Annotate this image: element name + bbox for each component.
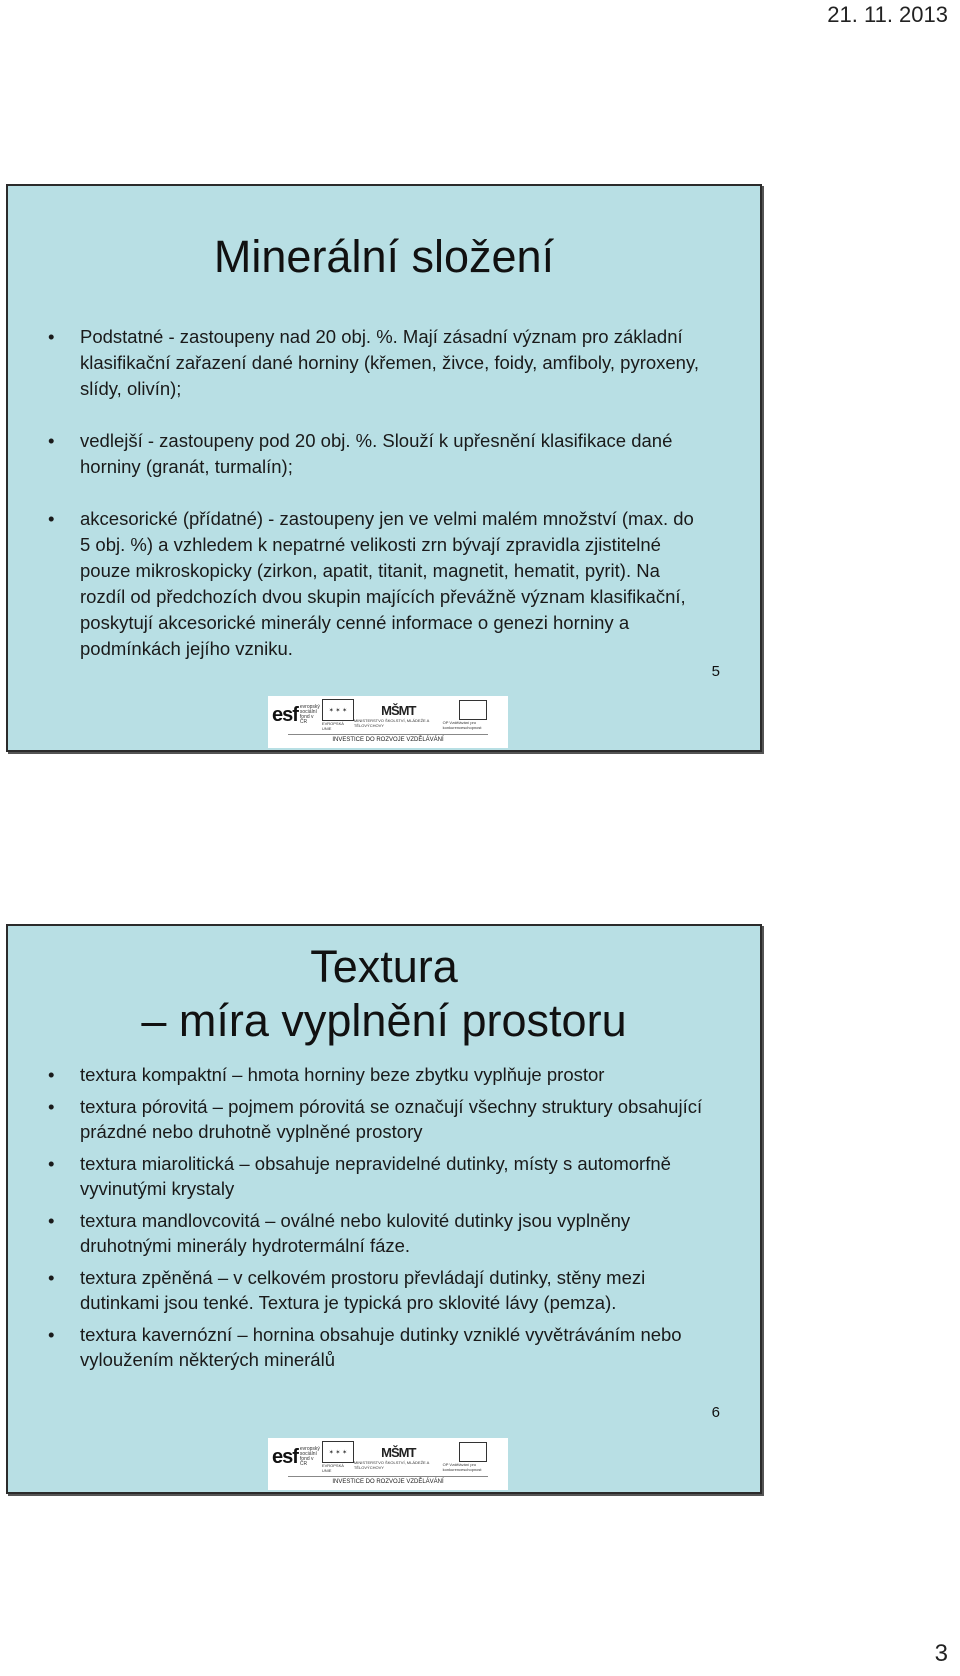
header-date: 21. 11. 2013 [827,2,948,27]
eu-flag-logo: ✶ ✶ ✶ EVROPSKÁ UNIE [322,699,354,731]
eu-flag-logo: ✶ ✶ ✶ EVROPSKÁ UNIE [322,1441,354,1473]
msmt-logo: MŠMT MINISTERSTVO ŠKOLSTVÍ, MLÁDEŽE A TĚLOVÝCHOVY [353,702,430,728]
title-line: Textura [310,941,458,992]
list-item: • textura kavernózní – hornina obsahuje dutinky vzniklé vyvětráváním nebo vyloužením některých minerálů [80,1322,704,1373]
invest-caption: INVESTICE DO ROZVOJE VZDĚLÁVÁNÍ [288,1476,488,1485]
logo-strip [268,696,508,748]
esf-logo: esf evropský sociální fond v ČR [272,1445,320,1468]
slide-title: Minerální složení [213,231,555,282]
list-item: • textura mandlovcovitá – oválné nebo kulovité dutinky jsou vyplněny druhotnými minerály hydrotermální fáze. [80,1208,704,1259]
list-item: • textura zpěněná – v celkovém prostoru převládají dutinky, stěny mezi dutinkami jsou tenké. Textura je typická pro sklovité lávy (pemza). [80,1265,704,1316]
slide-title [8,940,760,1048]
slide-number: 5 [711,663,720,680]
op-vk-logo: OP Vzdělávání pro konkurenceschopnost [443,1442,504,1472]
op-vk-logo: OP Vzdělávání pro konkurenceschopnost [443,700,504,730]
invest-caption: INVESTICE DO ROZVOJE VZDĚLÁVÁNÍ [288,734,488,743]
list-item: • Podstatné - zastoupeny nad 20 obj. %. Mají zásadní význam pro základní klasifikační zařazení dané horniny (křemen, živce, foidy, amfiboly, pyroxeny, slídy, olivín); [80,324,704,402]
bullet-list [80,324,704,688]
page-number: 3 [934,1640,948,1667]
slide-textura [6,924,762,1494]
list-item: • akcesorické (přídatné) - zastoupeny jen ve velmi malém množství (max. do 5 obj. %) a vzhledem k nepatrné velikosti zrn bývají zpravidla zjistitelné pouze mikroskopicky (zirkon, apatit, titanit, magnetit, hematit, pyrit). Na rozdíl od předchozích dvou skupin majících převážně význam klasifikační, poskytují akcesorické minerály cenné informace o genezi horniny a podmínkách jejího vzniku. [80,506,704,662]
title-line: – míra vyplnění prostoru [141,995,627,1046]
esf-logo: esf evropský sociální fond v ČR [272,703,320,726]
slide-mineralni-slozeni [6,184,762,752]
bullet-list [80,1062,704,1379]
list-item: • textura kompaktní – hmota horniny beze zbytku vyplňuje prostor [80,1062,704,1088]
msmt-logo: MŠMT MINISTERSTVO ŠKOLSTVÍ, MLÁDEŽE A TĚLOVÝCHOVY [353,1444,430,1470]
logo-strip [268,1438,508,1490]
slide-number: 6 [711,1404,720,1421]
list-item: • vedlejší - zastoupeny pod 20 obj. %. Slouží k upřesnění klasifikace dané horniny (granát, turmalín); [80,428,704,480]
list-item: • textura miarolitická – obsahuje nepravidelné dutinky, místy s automorfně vyvinutými krystaly [80,1151,704,1202]
list-item: • textura pórovitá – pojmem pórovitá se označují všechny struktury obsahující prázdné nebo druhotně vyplněné prostory [80,1094,704,1145]
